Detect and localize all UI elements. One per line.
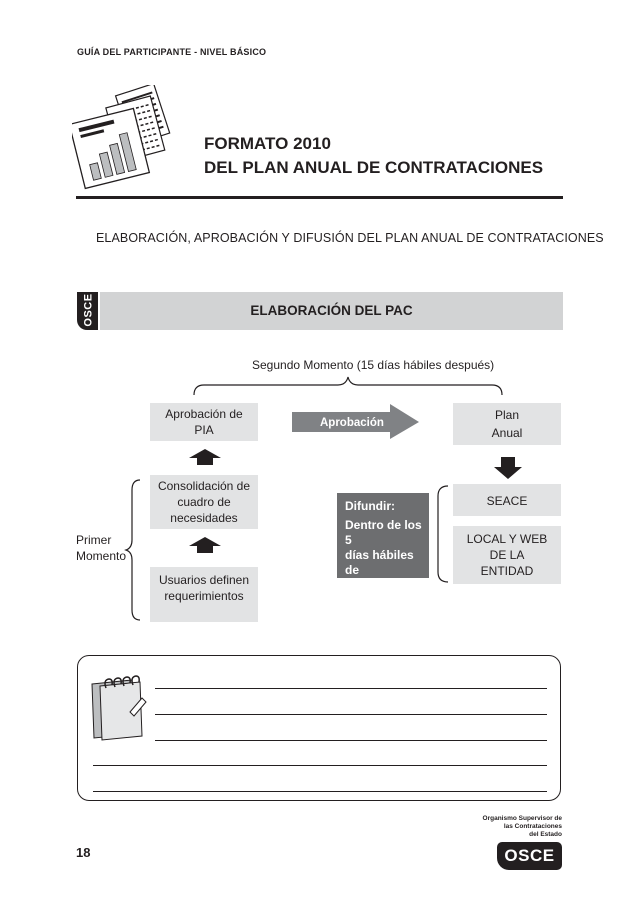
difundir-line2: días hábiles de (345, 548, 414, 577)
box-local-web (453, 526, 561, 584)
box-usuarios-line2: requerimientos (164, 589, 244, 603)
page-number: 18 (76, 845, 91, 860)
chart-documents-icon (72, 85, 182, 195)
box-seace (453, 484, 561, 516)
osce-logo-text: OSCE (504, 846, 555, 865)
box-plan-line2: Anual (491, 426, 523, 440)
box-consolidacion (150, 475, 258, 529)
note-line (93, 765, 547, 766)
box-seace-label: SEACE (486, 494, 528, 508)
box-consolidacion-line1: Consolidación de (157, 479, 251, 493)
box-web-line3: ENTIDAD (480, 564, 534, 578)
box-pia-line2: PIA (194, 423, 214, 437)
difundir-line1: Dentro de los 5 (345, 518, 422, 547)
osce-tab (77, 292, 98, 330)
box-plan-line1: Plan (494, 408, 520, 422)
box-consolidacion-line3: necesidades (170, 511, 238, 525)
aprobacion-arrow-label: Aprobación (320, 417, 384, 429)
first-moment-line1: Primer (76, 533, 112, 547)
first-moment-label (76, 532, 126, 564)
difundir-line3: aprobado (345, 578, 400, 592)
arrow-up-icon (188, 448, 222, 466)
title-line-2: DEL PLAN ANUAL DE CONTRATACIONES (204, 158, 544, 177)
note-line (93, 791, 547, 792)
difundir-box (337, 493, 429, 592)
box-plan-anual (453, 403, 561, 445)
osce-logo (497, 842, 562, 870)
running-head: GUÍA DEL PARTICIPANTE - NIVEL BÁSICO (77, 47, 267, 57)
title-divider (76, 196, 563, 199)
box-web-line1: LOCAL Y WEB (466, 532, 548, 546)
right-bracket (434, 484, 450, 584)
second-moment-brace (190, 375, 510, 397)
osce-org-line2: las Contrataciones (503, 823, 562, 830)
title-line-1: FORMATO 2010 (204, 134, 331, 153)
box-usuarios-line1: Usuarios definen (158, 573, 250, 587)
first-moment-brace (124, 478, 144, 622)
section-title: ELABORACIÓN DEL PAC (250, 303, 413, 318)
note-line (155, 688, 547, 689)
note-line (155, 740, 547, 741)
second-moment-label: Segundo Momento (15 días hábiles después) (252, 358, 495, 372)
osce-organization (470, 815, 562, 839)
osce-org-line3: del Estado (529, 831, 562, 838)
box-web-line2: DE LA (489, 548, 525, 562)
box-consolidacion-line2: cuadro de (177, 495, 231, 509)
subtitle: ELABORACIÓN, APROBACIÓN Y DIFUSIÓN DEL PLAN ANUAL DE CONTRATACIONES (96, 231, 604, 245)
notepad-icon (86, 672, 148, 744)
note-line (155, 714, 547, 715)
osce-org-line1: Organismo Supervisor de (482, 815, 562, 822)
section-header (100, 292, 563, 330)
box-aprobacion-pia (150, 403, 258, 441)
first-moment-line2: Momento (76, 549, 127, 563)
difundir-heading: Difundir: (345, 499, 395, 513)
box-usuarios (150, 567, 258, 622)
osce-tab-label: OSCE (82, 293, 95, 327)
box-pia-line1: Aprobación de (165, 407, 243, 421)
notes-frame (77, 655, 561, 801)
arrow-up-icon (188, 536, 222, 554)
arrow-down-icon (493, 456, 523, 480)
